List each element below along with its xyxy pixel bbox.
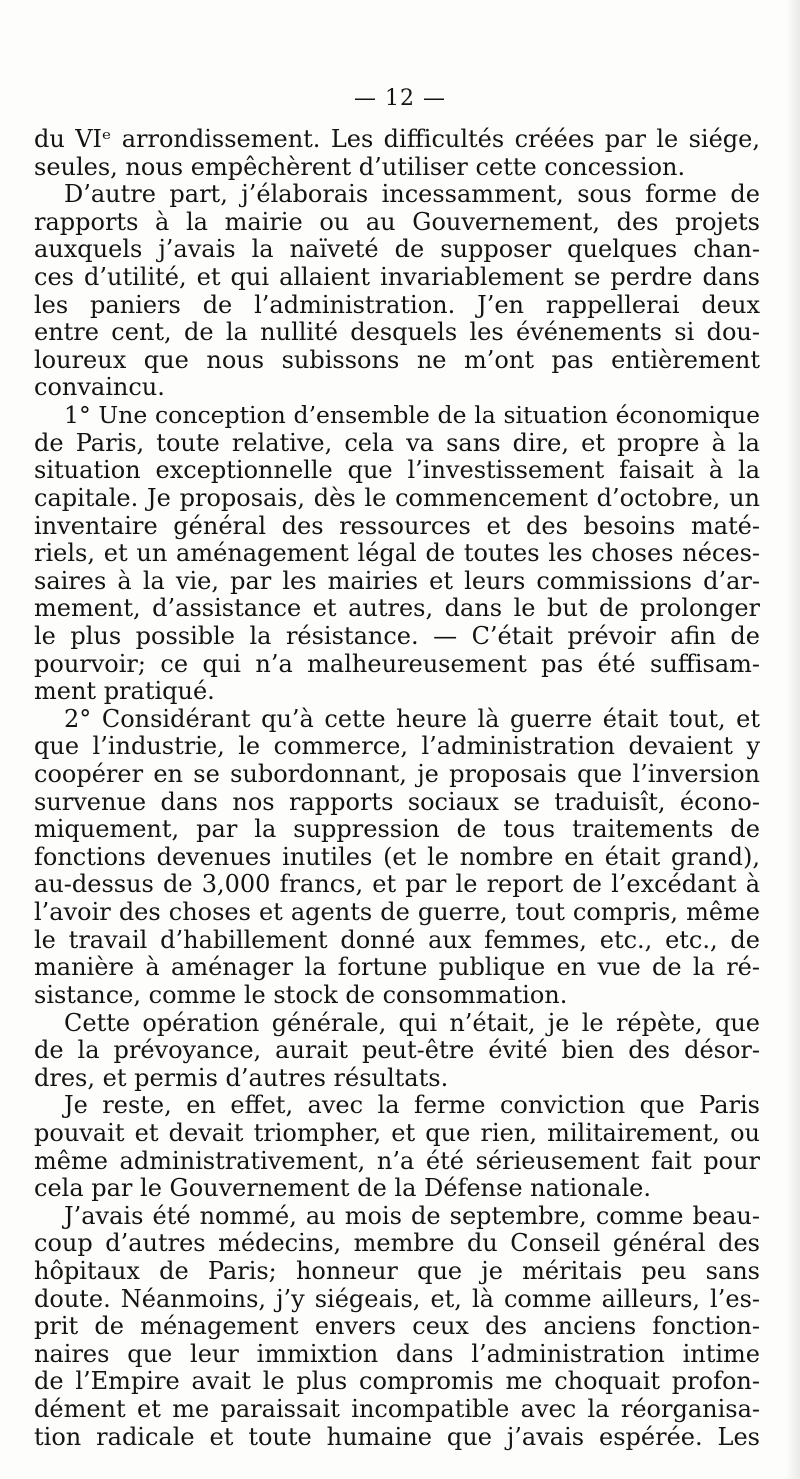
- text-line: 2° Considérant qu’à cette heure là guerre était tout, et: [64, 705, 760, 733]
- text-line: capitale. Je proposais, dès le commencement d’octobre, un: [34, 484, 760, 512]
- text-line: ment pratiqué.: [34, 678, 215, 706]
- text-line: entre cent, de la nullité desquels les événements si dou-: [34, 319, 760, 347]
- text-line: mement, d’assistance et autres, dans le but de prolonger: [34, 595, 760, 623]
- text-line: Cette opération générale, qui n’était, je le répète, que: [64, 1009, 760, 1037]
- page-number: — 12 —: [354, 86, 446, 111]
- text-line: situation exceptionnelle que l’investissement faisait à la: [34, 457, 760, 485]
- text-line: manière à aménager la fortune publique en vue de la ré-: [34, 954, 760, 982]
- text-line: loureux que nous subissons ne m’ont pas entièrement: [34, 346, 760, 374]
- text-line: inventaire général des ressources et des besoins maté-: [34, 512, 760, 540]
- text-line: seules, nous empêchèrent d’utiliser cette concession.: [34, 153, 686, 181]
- text-line: cela par le Gouvernement de la Défense nationale.: [34, 1175, 651, 1203]
- text-line: survenue dans nos rapports sociaux se traduisît, écono-: [34, 788, 760, 816]
- text-line: auxquels j’avais la naïveté de supposer quelques chan-: [34, 236, 760, 264]
- text-line: le plus possible la résistance. — C’était prévoir afin de: [34, 622, 760, 650]
- text-line: sistance, comme le stock de consommation.: [34, 981, 568, 1009]
- text-line: pouvait et devait triompher, et que rien, militairement, ou: [34, 1119, 760, 1147]
- text-line: dres, et permis d’autres résultats.: [34, 1064, 449, 1092]
- text-line: prit de ménagement envers ceux des anciens fonction-: [34, 1313, 760, 1341]
- text-line: fonctions devenues inutiles (et le nombre en était grand),: [34, 843, 760, 871]
- text-line: que l’industrie, le commerce, l’administration devaient y: [34, 733, 760, 761]
- text-line: dément et me paraissait incompatible avec la réorganisa-: [34, 1396, 760, 1424]
- text-line: Je reste, en effet, avec la ferme conviction que Paris: [64, 1092, 760, 1120]
- text-line: de Paris, toute relative, cela va sans dire, et propre à la: [34, 429, 760, 457]
- text-line: coopérer en se subordonnant, je proposais que l’inversion: [34, 761, 760, 789]
- body-text: [34, 126, 760, 1451]
- text-line: miquement, par la suppression de tous traitements de: [34, 816, 760, 844]
- text-line: ces d’utilité, et qui allaient invariablement se perdre dans: [34, 264, 760, 292]
- text-line: rapports à la mairie ou au Gouvernement, des projets: [34, 208, 760, 236]
- text-line: hôpitaux de Paris; honneur que je méritais peu sans: [34, 1257, 760, 1285]
- text-line: même administrativement, n’a été sérieusement fait pour: [34, 1147, 760, 1175]
- text-line: saires à la vie, par les mairies et leurs commissions d’ar-: [34, 567, 760, 595]
- text-line: du VIᵉ arrondissement. Les difficultés créées par le siége,: [34, 126, 760, 153]
- text-line: pourvoir; ce qui n’a malheureusement pas été suffisam-: [34, 650, 760, 678]
- text-line: J’avais été nommé, au mois de septembre, comme beau-: [64, 1202, 760, 1230]
- text-line: de l’Empire avait le plus compromis me choquait profon-: [34, 1368, 760, 1396]
- text-line: l’avoir des choses et agents de guerre, tout compris, même: [34, 899, 760, 927]
- binding-shadow: [786, 0, 800, 1479]
- text-line: riels, et un aménagement légal de toutes les choses néces-: [34, 540, 760, 568]
- text-line: convaincu.: [34, 374, 165, 402]
- text-line: coup d’autres médecins, membre du Conseil général des: [34, 1230, 760, 1258]
- text-line: tion radicale et toute humaine que j’avais espérée. Les: [34, 1423, 760, 1451]
- text-line: naires que leur immixtion dans l’administration intime: [34, 1340, 760, 1368]
- text-line: les paniers de l’administration. J’en rappellerai deux: [34, 291, 760, 319]
- text-line: de la prévoyance, aurait peut-être évité bien des désor-: [34, 1037, 760, 1065]
- text-line: le travail d’habillement donné aux femmes, etc., etc., de: [34, 926, 760, 954]
- text-line: doute. Néanmoins, j’y siégeais, et, là comme ailleurs, l’es-: [34, 1285, 760, 1313]
- text-line: 1° Une conception d’ensemble de la situation économique: [64, 402, 760, 430]
- text-line: D’autre part, j’élaborais incessamment, sous forme de: [64, 181, 760, 209]
- text-line: au-dessus de 3,000 francs, et par le report de l’excédant à: [34, 871, 760, 899]
